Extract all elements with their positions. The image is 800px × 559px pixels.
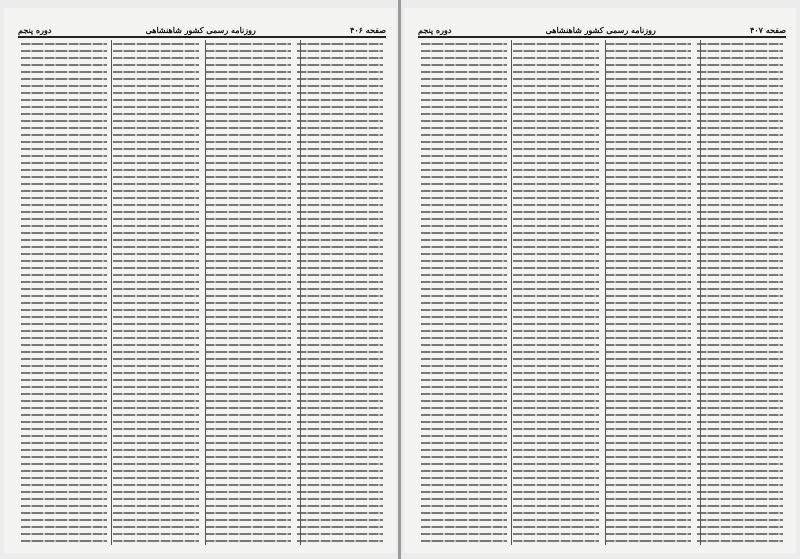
- book-spine: [398, 0, 401, 559]
- text-columns: [18, 40, 386, 545]
- page-header: [18, 22, 386, 38]
- text-column: [113, 40, 199, 545]
- text-columns: [418, 40, 786, 545]
- newspaper-title: روزنامه رسمی کشور شاهنشاهی: [145, 25, 256, 35]
- column-divider: [111, 40, 112, 545]
- newspaper-title: روزنامه رسمی کشور شاهنشاهی: [545, 25, 656, 35]
- right-page: [404, 8, 796, 553]
- column-divider: [205, 40, 206, 545]
- text-column: [297, 40, 383, 545]
- page-number: صفحه ۴۰۷: [750, 25, 786, 35]
- column-divider: [605, 40, 606, 545]
- text-column: [21, 40, 107, 545]
- column-divider: [511, 40, 512, 545]
- column-divider: [300, 40, 301, 545]
- left-page: [4, 8, 396, 553]
- text-column: [513, 40, 599, 545]
- text-column: [605, 40, 691, 545]
- session-label: دوره پنجم: [18, 25, 52, 35]
- text-column: [205, 40, 291, 545]
- page-number: صفحه ۴۰۶: [350, 25, 386, 35]
- page-header: [418, 22, 786, 38]
- column-divider: [700, 40, 701, 545]
- session-label: دوره پنجم: [418, 25, 452, 35]
- text-column: [421, 40, 507, 545]
- text-column: [697, 40, 783, 545]
